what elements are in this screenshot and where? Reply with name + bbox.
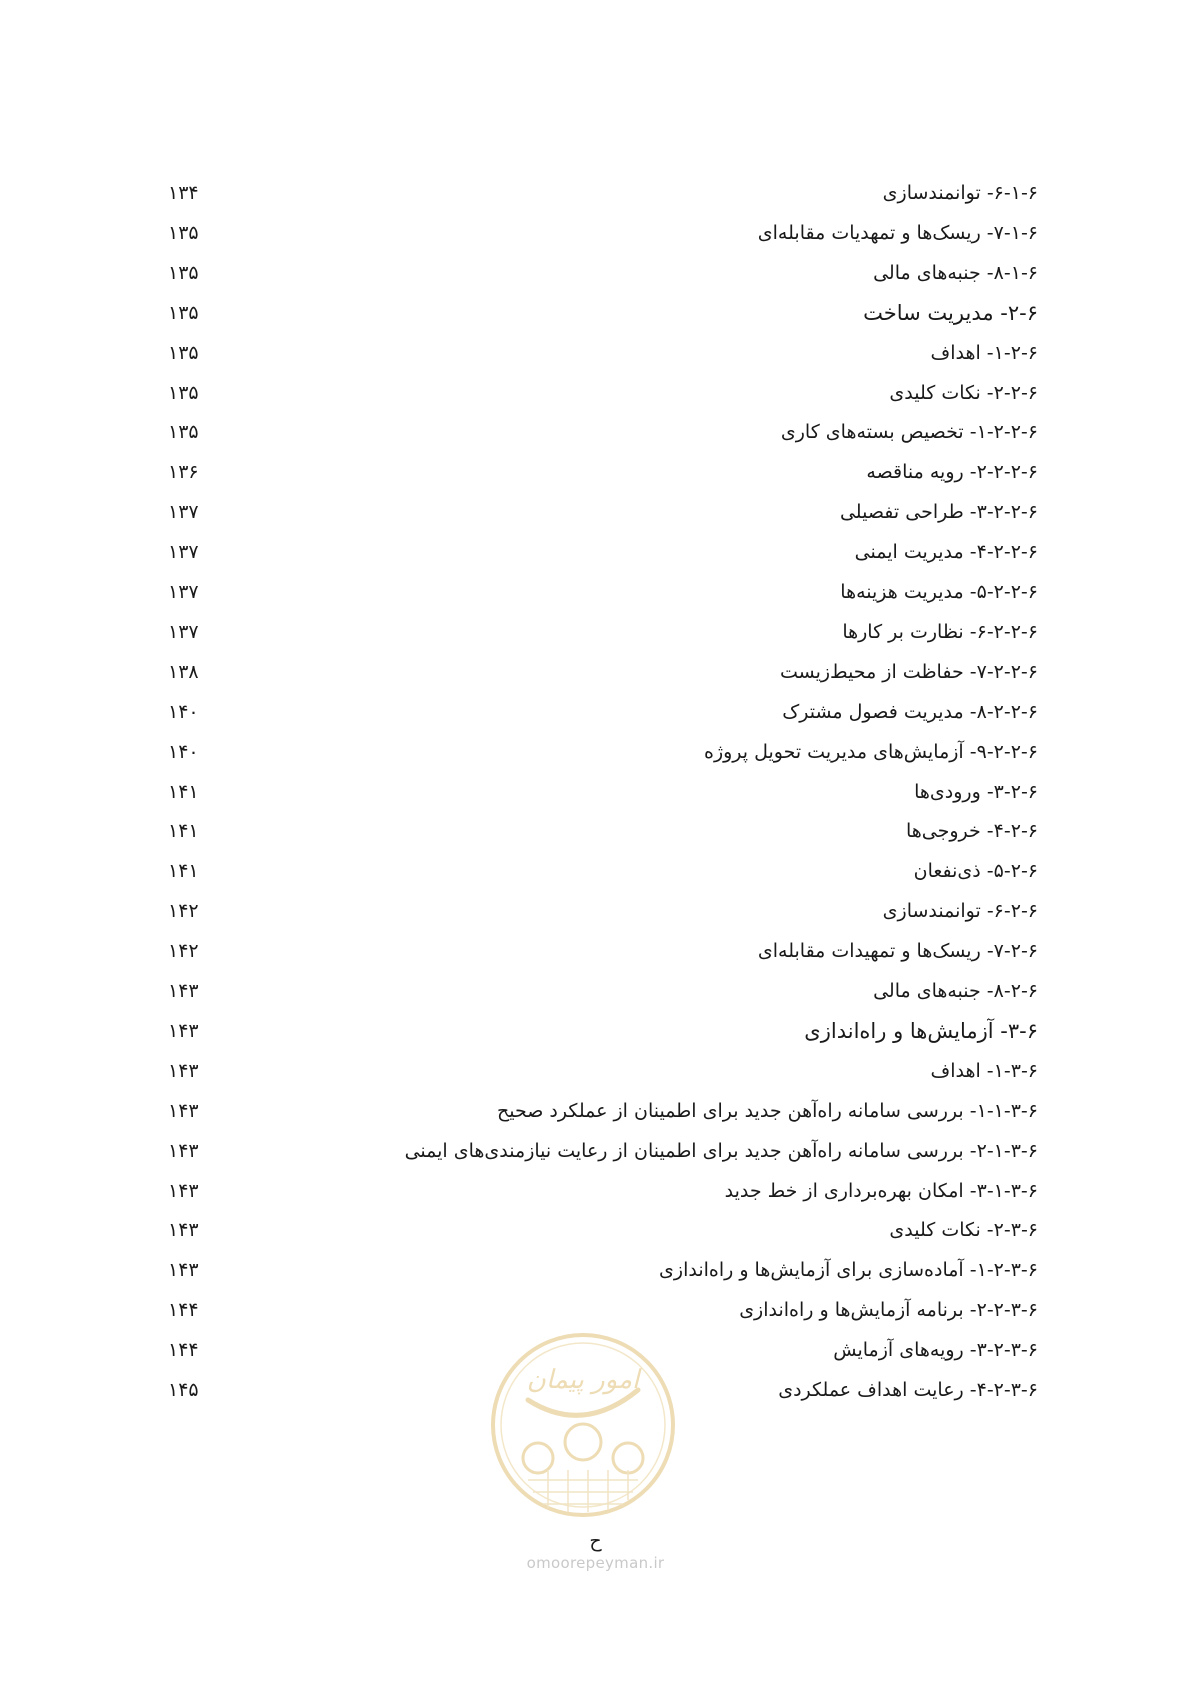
- toc-entry-page-number: ۱۳۷: [168, 621, 199, 643]
- toc-entry-title: ۱-۲-۳-۶- آماده‌سازی برای آزمایش‌ها و راه‌اندازی: [659, 1259, 1038, 1281]
- toc-entry-title: ۷-۲-۲-۶- حفاظت از محیط‌زیست: [779, 661, 1038, 683]
- toc-entry-page-number: ۱۴۴: [168, 1339, 199, 1361]
- toc-entry-page-number: ۱۴۳: [168, 1060, 199, 1082]
- toc-entry-title: ۳-۶- آزمایش‌ها و راه‌اندازی: [804, 1019, 1038, 1043]
- toc-entry-title: ۳-۲-۳-۶- رویه‌های آزمایش: [833, 1339, 1038, 1361]
- toc-entry[interactable]: [0, 338, 1191, 368]
- toc-entry-page-number: ۱۴۳: [168, 1100, 199, 1122]
- toc-entry-title: ۳-۲-۶- ورودی‌ها: [914, 781, 1038, 803]
- toc-entry[interactable]: [0, 537, 1191, 567]
- toc-entry[interactable]: [0, 1215, 1191, 1245]
- toc-entry[interactable]: [0, 1096, 1191, 1126]
- toc-entry-page-number: ۱۳۷: [168, 541, 199, 563]
- toc-entry[interactable]: [0, 816, 1191, 846]
- toc-entry-page-number: ۱۴۰: [168, 741, 199, 763]
- toc-entry-page-number: ۱۳۷: [168, 501, 199, 523]
- toc-entry[interactable]: [0, 617, 1191, 647]
- toc-entry-title: ۲-۳-۶- نکات کلیدی: [889, 1219, 1038, 1241]
- toc-entry-title: ۷-۱-۶- ریسک‌ها و تمهدیات مقابله‌ای: [757, 222, 1038, 244]
- toc-entry[interactable]: [0, 417, 1191, 447]
- toc-entry-title: ۸-۱-۶- جنبه‌های مالی: [873, 262, 1038, 284]
- toc-entry-page-number: ۱۴۱: [168, 820, 199, 842]
- toc-entry-page-number: ۱۴۳: [168, 1219, 199, 1241]
- toc-entry-page-number: ۱۴۱: [168, 781, 199, 803]
- toc-entry-page-number: ۱۳۵: [168, 222, 199, 244]
- toc-entry-title: ۶-۱-۶- توانمندسازی: [882, 182, 1038, 204]
- toc-entry[interactable]: [0, 697, 1191, 727]
- toc-entry[interactable]: [0, 976, 1191, 1006]
- toc-entry-title: ۲-۱-۳-۶- بررسی سامانه راه‌آهن جدید برای اطمینان از رعایت نیازمندی‌های ایمنی: [404, 1140, 1038, 1162]
- toc-entry-page-number: ۱۴۳: [168, 1140, 199, 1162]
- toc-entry[interactable]: [0, 657, 1191, 687]
- toc-entry-title: ۴-۲-۶- خروجی‌ها: [905, 820, 1038, 842]
- toc-entry-title: ۲-۲-۲-۶- رویه مناقصه: [866, 461, 1038, 483]
- toc-entry-page-number: ۱۴۴: [168, 1299, 199, 1321]
- table-of-contents: [0, 178, 1191, 1518]
- toc-entry[interactable]: [0, 1176, 1191, 1206]
- toc-entry[interactable]: [0, 1295, 1191, 1325]
- toc-entry[interactable]: [0, 298, 1191, 328]
- toc-entry-page-number: ۱۴۳: [168, 1020, 199, 1042]
- toc-entry-page-number: ۱۴۵: [168, 1379, 199, 1401]
- toc-entry-page-number: ۱۴۳: [168, 980, 199, 1002]
- toc-entry-title: ۷-۲-۶- ریسک‌ها و تمهیدات مقابله‌ای: [757, 940, 1038, 962]
- toc-entry-title: ۴-۲-۳-۶- رعایت اهداف عملکردی: [778, 1379, 1038, 1401]
- toc-entry-title: ۸-۲-۶- جنبه‌های مالی: [873, 980, 1038, 1002]
- toc-entry[interactable]: [0, 1016, 1191, 1046]
- toc-entry-page-number: ۱۳۴: [168, 182, 199, 204]
- toc-entry-title: ۲-۲-۳-۶- برنامه آزمایش‌ها و راه‌اندازی: [739, 1299, 1038, 1321]
- toc-entry-title: ۸-۲-۲-۶- مدیریت فصول مشترک: [782, 701, 1038, 723]
- toc-entry[interactable]: [0, 777, 1191, 807]
- toc-entry-page-number: ۱۴۳: [168, 1180, 199, 1202]
- toc-entry-page-number: ۱۴۲: [168, 940, 199, 962]
- toc-entry-title: ۶-۲-۶- توانمندسازی: [882, 900, 1038, 922]
- toc-entry-page-number: ۱۳۶: [168, 461, 199, 483]
- toc-entry-title: ۳-۲-۲-۶- طراحی تفصیلی: [839, 501, 1038, 523]
- toc-entry-title: ۱-۲-۶- اهداف: [930, 342, 1038, 364]
- watermark-site-url: omoorepeyman.ir: [526, 1554, 665, 1572]
- toc-entry-title: ۵-۲-۲-۶- مدیریت هزینه‌ها: [840, 581, 1038, 603]
- toc-entry[interactable]: [0, 936, 1191, 966]
- toc-entry-page-number: ۱۴۳: [168, 1259, 199, 1281]
- toc-entry-page-number: ۱۴۱: [168, 860, 199, 882]
- toc-entry[interactable]: [0, 856, 1191, 886]
- toc-entry-title: ۱-۲-۲-۶- تخصیص بسته‌های کاری: [780, 421, 1038, 443]
- toc-entry[interactable]: [0, 896, 1191, 926]
- toc-entry[interactable]: [0, 218, 1191, 248]
- toc-entry[interactable]: [0, 178, 1191, 208]
- toc-entry-title: ۶-۲-۲-۶- نظارت بر کارها: [842, 621, 1038, 643]
- toc-entry-page-number: ۱۳۷: [168, 581, 199, 603]
- toc-entry[interactable]: [0, 577, 1191, 607]
- toc-entry-title: ۲-۲-۶- نکات کلیدی: [889, 382, 1038, 404]
- toc-entry[interactable]: [0, 737, 1191, 767]
- toc-entry-page-number: ۱۳۵: [168, 342, 199, 364]
- toc-entry[interactable]: [0, 497, 1191, 527]
- toc-entry-title: ۲-۶- مدیریت ساخت: [863, 301, 1038, 325]
- watermark-logo-text: امور پیمان: [526, 1365, 640, 1395]
- toc-entry-page-number: ۱۳۵: [168, 302, 199, 324]
- toc-entry-page-number: ۱۴۰: [168, 701, 199, 723]
- toc-entry-page-number: ۱۳۸: [168, 661, 199, 683]
- toc-entry[interactable]: [0, 1255, 1191, 1285]
- toc-entry[interactable]: [0, 1056, 1191, 1086]
- toc-entry[interactable]: [0, 1136, 1191, 1166]
- toc-entry[interactable]: [0, 258, 1191, 288]
- toc-entry-title: ۱-۳-۶- اهداف: [930, 1060, 1038, 1082]
- toc-entry[interactable]: [0, 457, 1191, 487]
- toc-entry-page-number: ۱۳۵: [168, 382, 199, 404]
- toc-entry-page-number: ۱۳۵: [168, 421, 199, 443]
- toc-entry[interactable]: [0, 378, 1191, 408]
- watermark-logo: [488, 1330, 678, 1520]
- toc-entry-title: ۱-۱-۳-۶- بررسی سامانه راه‌آهن جدید برای اطمینان از عملکرد صحیح: [496, 1100, 1038, 1122]
- toc-entry-page-number: ۱۳۵: [168, 262, 199, 284]
- toc-entry-title: ۳-۱-۳-۶- امکان بهره‌برداری از خط جدید: [724, 1180, 1038, 1202]
- toc-entry-page-number: ۱۴۲: [168, 900, 199, 922]
- page-number-letter: ح: [589, 1530, 602, 1552]
- toc-entry-title: ۹-۲-۲-۶- آزمایش‌های مدیریت تحویل پروژه: [703, 741, 1038, 763]
- toc-entry-title: ۵-۲-۶- ذی‌نفعان: [913, 860, 1038, 882]
- toc-entry-title: ۴-۲-۲-۶- مدیریت ایمنی: [854, 541, 1038, 563]
